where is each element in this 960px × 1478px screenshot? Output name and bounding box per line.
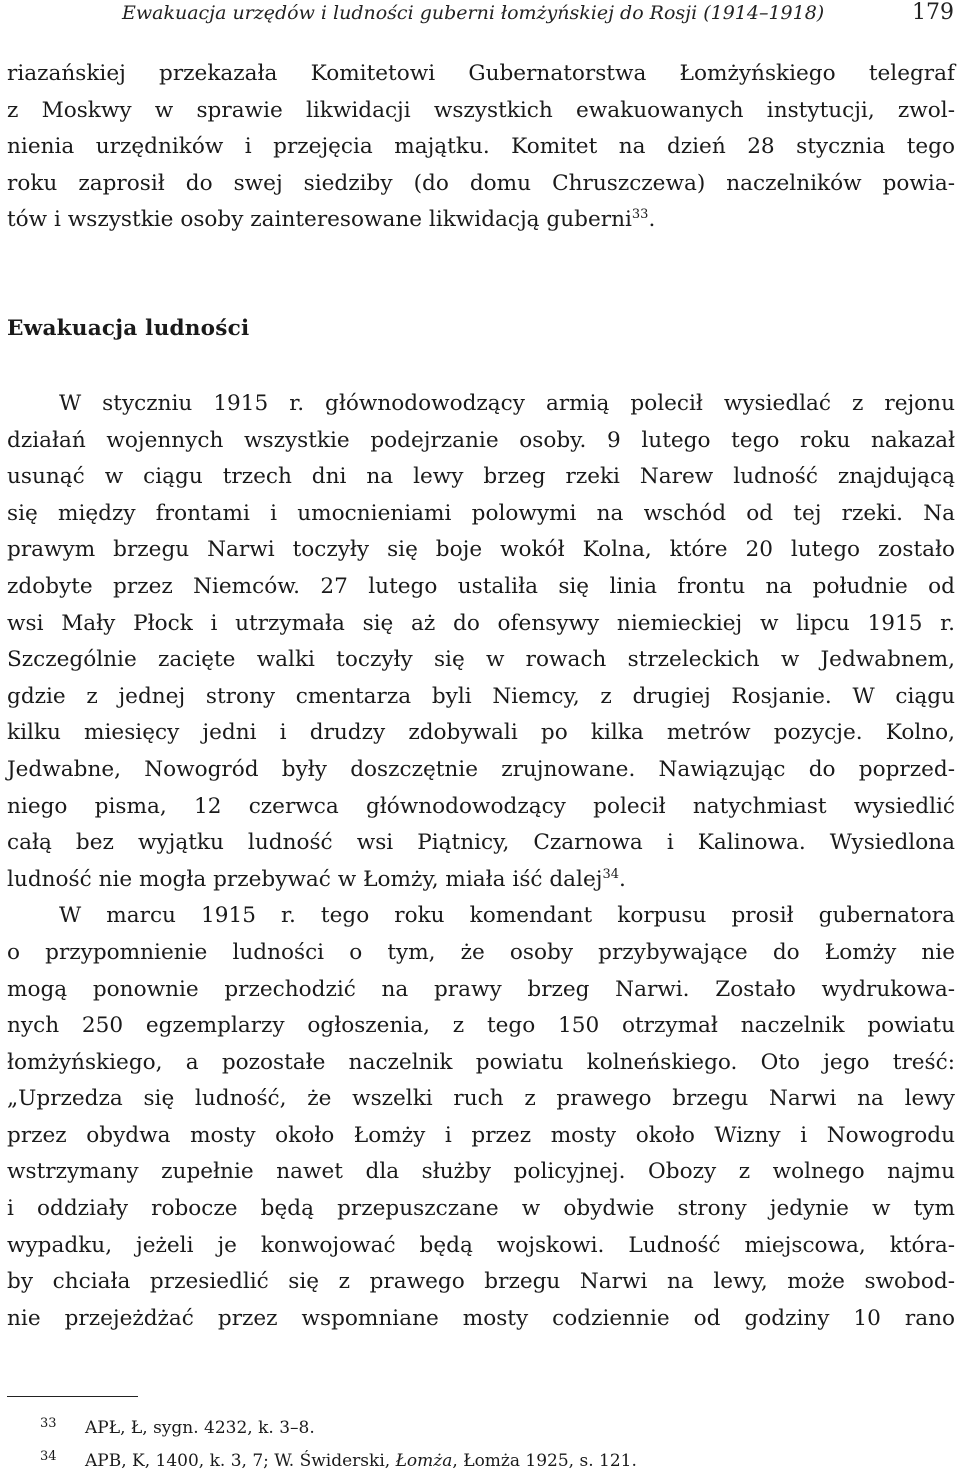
footnote-number: 33: [40, 1416, 57, 1431]
footnote-ref-34: 34: [602, 866, 619, 882]
footnotes: [7, 1412, 955, 1478]
text-line: by chciała przesiedlić się z prawego brzegu Narwi na lewy, może swobod-: [7, 1269, 955, 1295]
page-number: 179: [912, 0, 954, 25]
text-line: gdzie z jednej strony cmentarza byli Niemcy, z drugiej Rosjanie. W ciągu: [7, 683, 955, 709]
text-line: riazańskiej przekazała Komitetowi Gubernatorstwa Łomżyńskiego telegraf: [7, 61, 955, 86]
footnote-text-a: APB, K, 1400, k. 3, 7; W. Świderski,: [85, 1451, 396, 1471]
text-line: [7, 862, 955, 899]
text-line: całą bez wyjątku ludność wsi Piątnicy, Czarnowa i Kalinowa. Wysiedlona: [7, 830, 955, 856]
text-line: nych 250 egzemplarzy ogłoszenia, z tego 150 otrzymał naczelnik powiatu: [7, 1013, 955, 1039]
footnote-text: APŁ, Ł, sygn. 4232, k. 3–8.: [85, 1418, 315, 1438]
text-fragment: tów i wszystkie osoby zainteresowane likwidacją guberni: [7, 207, 632, 233]
text-fragment: ludność nie mogła przebywać w Łomży, miała iść dalej: [7, 866, 603, 892]
text-line: wstrzymany zupełnie nawet dla służby policyjnej. Obozy z wolnego najmu: [7, 1159, 955, 1185]
text-line: działań wojennych wszystkie podejrzanie osoby. 9 lutego tego roku nakazał: [7, 427, 955, 453]
footnote-title-italic: Łomża: [395, 1451, 453, 1471]
text-line: się między frontami i umocnieniami polowymi na wschód od tej rzeki. Na: [7, 500, 955, 526]
text-line: przez obydwa mosty około Łomży i przez mosty około Wizny i Nowogrodu: [7, 1122, 955, 1148]
text-line: wypadku, jeżeli je konwojować będą wojskowi. Ludność miejscowa, która-: [7, 1232, 955, 1258]
text-line: o przypomnienie ludności o tym, że osoby przybywające do Łomży nie: [7, 939, 955, 965]
text-line: roku zaprosił do swej siedziby (do domu Chruszczewa) naczelników powia-: [7, 170, 955, 196]
section-body: [7, 386, 955, 1337]
footnote-divider: [7, 1396, 138, 1397]
text-line: mogą ponownie przechodzić na prawy brzeg Narwi. Zostało wydrukowa-: [7, 976, 955, 1002]
text-line: i oddziały robocze będą przepuszczane w obydwie strony jedynie w tym: [7, 1196, 955, 1222]
text-line: W styczniu 1915 r. głównodowodzący armią polecił wysiedlać z rejonu: [59, 391, 955, 416]
footnote-34: [7, 1445, 955, 1478]
text-line: łomżyńskiego, a pozostałe naczelnik powiatu kolneńskiego. Oto jego treść:: [7, 1049, 955, 1075]
text-line: Szczególnie zacięte walki toczyły się w rowach strzeleckich w Jedwabnem,: [7, 647, 955, 673]
text-line: zdobyte przez Niemców. 27 lutego ustaliła się linia frontu na południe od: [7, 573, 955, 599]
text-line: „Uprzedza się ludność, że wszelki ruch z prawego brzegu Narwi na lewy: [7, 1086, 955, 1112]
text-line: niego pisma, 12 czerwca głównodowodzący polecił natychmiast wysiedlić: [7, 793, 955, 819]
text-line: prawym brzegu Narwi toczyły się boje wokół Kolna, które 20 lutego zostało: [7, 537, 955, 563]
footnote-number: 34: [40, 1449, 57, 1464]
footnote-text-b: , Łomża 1925, s. 121.: [452, 1451, 637, 1471]
running-title: Ewakuacja urzędów i ludności guberni łomżyńskiej do Rosji (1914–1918): [122, 2, 825, 24]
running-header: [0, 0, 960, 30]
text-line: wsi Mały Płock i utrzymała się aż do ofensywy niemieckiej w lipcu 1915 r.: [7, 610, 955, 636]
text-line: usunąć w ciągu trzech dni na lewy brzeg rzeki Narew ludność znajdującą: [7, 464, 955, 490]
text-line: [7, 202, 955, 239]
intro-paragraph: [7, 56, 955, 239]
footnote-ref-33: 33: [631, 207, 649, 223]
text-line: nienia urzędników i przejęcia majątku. Komitet na dzień 28 stycznia tego: [7, 134, 955, 160]
end-punct: .: [619, 866, 626, 892]
text-line: z Moskwy w sprawie likwidacji wszystkich ewakuowanych instytucji, zwol-: [7, 97, 955, 123]
footnote-text: [85, 1451, 637, 1471]
text-line: nie przejeżdżać przez wspomniane mosty codziennie od godziny 10 rano: [7, 1305, 955, 1331]
end-punct: .: [648, 207, 656, 233]
text-line: W marcu 1915 r. tego roku komendant korpusu prosił gubernatora: [59, 903, 955, 929]
text-line: kilku miesięcy jedni i drudzy zdobywali po kilka metrów pozycje. Kolno,: [7, 720, 955, 746]
text-line: Jedwabne, Nowogród były doszczętnie zrujnowane. Nawiązując do poprzed-: [7, 756, 955, 782]
section-heading: Ewakuacja ludności: [7, 316, 250, 341]
footnote-33: [7, 1412, 955, 1445]
